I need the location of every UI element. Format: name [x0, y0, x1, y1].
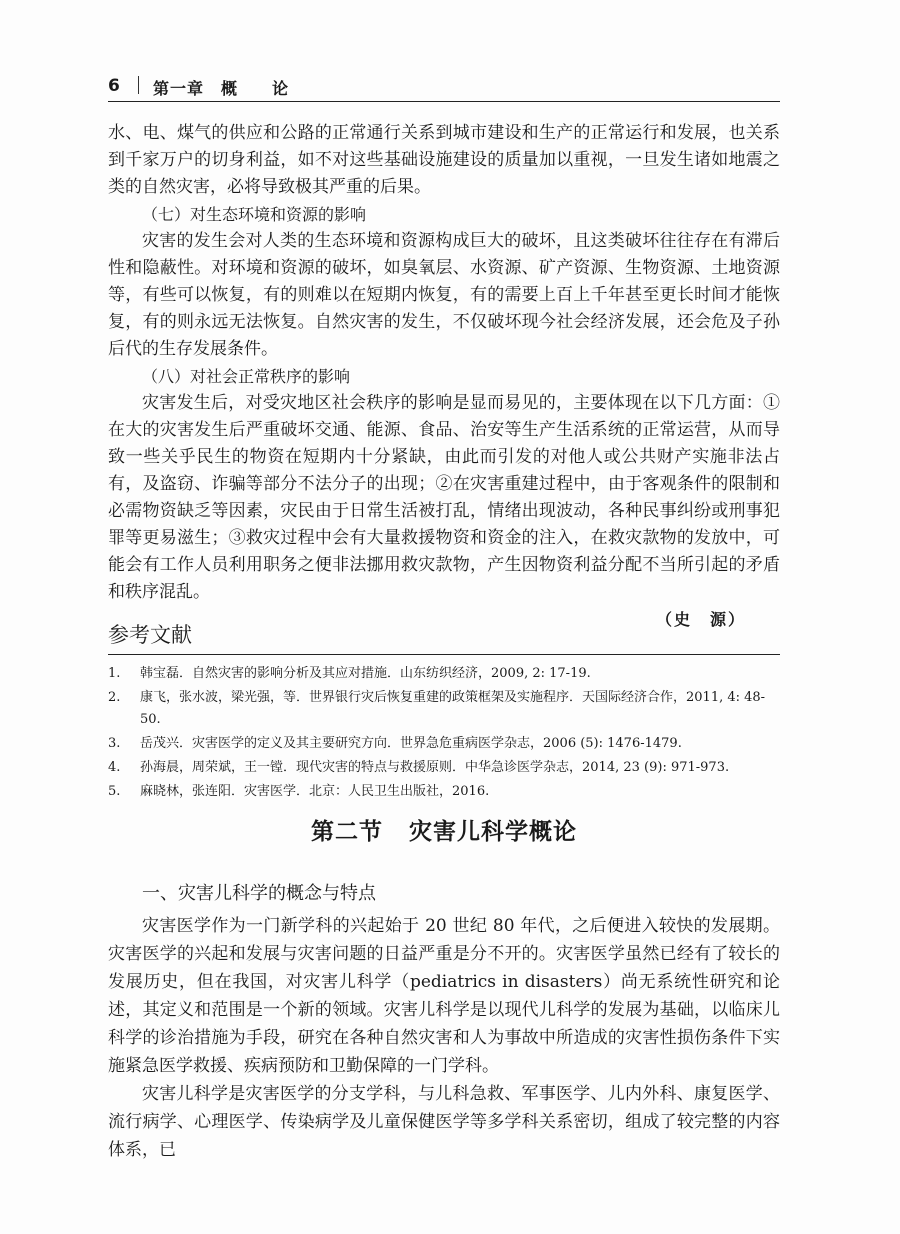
subheading-8: （八）对社会正常秩序的影响	[142, 367, 351, 386]
reference-item	[108, 663, 780, 685]
references-title: 参考文献	[108, 623, 192, 647]
reference-text: 韩宝磊．自然灾害的影响分析及其应对措施．山东纺织经济，2009, 2: 17-19.	[140, 666, 591, 681]
reference-item	[108, 733, 780, 755]
reference-item	[108, 757, 780, 779]
header-separator	[138, 76, 139, 94]
subsection-heading: 一、灾害儿科学的概念与特点	[142, 883, 376, 904]
reference-number: 3.	[108, 736, 121, 751]
references-section	[108, 620, 780, 805]
section1-body	[108, 120, 780, 634]
section-name: 灾害儿科学概论	[409, 819, 577, 845]
reference-number: 2.	[108, 690, 121, 705]
section2-body	[108, 912, 780, 1164]
references-rule	[108, 654, 780, 655]
reference-text: 康飞，张水波，梁光强，等．世界银行灾后恢复重建的政策框架及实施程序．天国际经济合作，2011, 4: 48-50.	[140, 690, 766, 727]
section2-paragraph-1: 灾害医学作为一门新学科的兴起始于 20 世纪 80 年代，之后便进入较快的发展期。灾害医学的兴起和发展与灾害问题的日益严重是分不开的。灾害医学虽然已经有了较长的发展历史，但在我国，对灾害儿科学（pediatrics in disasters）尚无系统性研究和论述，其定义和范围是一个新的领域。灾害儿科学是以现代儿科学的发展为基础，以临床儿科学的诊治措施为手段，研究在各种自然灾害和人为事故中所造成的灾害性损伤条件下实施紧急医学救援、疾病预防和卫勤保障的一门学科。	[108, 916, 780, 1076]
running-header	[108, 72, 780, 102]
reference-text: 麻晓林，张连阳．灾害医学．北京：人民卫生出版社，2016.	[140, 784, 490, 799]
subheading-7: （七）对生态环境和资源的影响	[142, 205, 367, 224]
reference-item	[108, 687, 780, 731]
header-rule	[108, 101, 780, 102]
reference-text: 孙海晨，周荣斌，王一镗．现代灾害的特点与救援原则．中华急诊医学杂志，2014, 23 (9): 971-973.	[140, 760, 730, 775]
author-credit: （史 源）	[655, 610, 746, 629]
paragraph-8: 灾害发生后，对受灾地区社会秩序的影响是显而易见的，主要体现在以下几方面：①在大的灾害发生后严重破坏交通、能源、食品、治安等生产生活系统的正常运营，从而导致一些关乎民生的物资在短期内十分紧缺，由此而引发的对他人或公共财产实施非法占有，及盗窃、诈骗等部分不法分子的出现；②在灾害重建过程中，由于客观条件的限制和必需物资缺乏等因素，灾民由于日常生活被打乱，情绪出现波动，各种民事纠纷或刑事犯罪等更易滋生；③救灾过程中会有大量救援物资和资金的注入，在救灾款物的发放中，可能会有工作人员利用职务之便非法挪用救灾款物，产生因物资利益分配不当所引起的矛盾和秩序混乱。	[108, 393, 780, 602]
paragraph-7: 灾害的发生会对人类的生态环境和资源构成巨大的破坏，且这类破坏往往存在有滞后性和隐蔽性。对环境和资源的破坏，如臭氧层、水资源、矿产资源、生物资源、土地资源等，有些可以恢复，有的则难以在短期内恢复，有的需要上百上千年甚至更长时间才能恢复，有的则永远无法恢复。自然灾害的发生，不仅破坏现今社会经济发展，还会危及子孙后代的生存发展条件。	[108, 231, 780, 359]
reference-number: 4.	[108, 760, 121, 775]
section2-paragraph-2: 灾害儿科学是灾害医学的分支学科，与儿科急救、军事医学、儿内外科、康复医学、流行病学、心理医学、传染病学及儿童保健医学等多学科关系密切，组成了较完整的内容体系，已	[108, 1084, 780, 1160]
reference-number: 5.	[108, 784, 121, 799]
page-number: 6	[108, 76, 120, 96]
reference-text: 岳茂兴．灾害医学的定义及其主要研究方向．世界急危重病医学杂志，2006 (5): 1476-1479.	[140, 736, 682, 751]
section-number: 第二节	[311, 819, 383, 845]
reference-number: 1.	[108, 666, 121, 681]
section-title	[108, 813, 780, 846]
reference-item	[108, 781, 780, 803]
chapter-title: 第一章 概 论	[153, 79, 290, 98]
intro-paragraph: 水、电、煤气的供应和公路的正常通行关系到城市建设和生产的正常运行和发展，也关系到千家万户的切身利益，如不对这些基础设施建设的质量加以重视，一旦发生诸如地震之类的自然灾害，必将导致极其严重的后果。	[108, 123, 780, 197]
